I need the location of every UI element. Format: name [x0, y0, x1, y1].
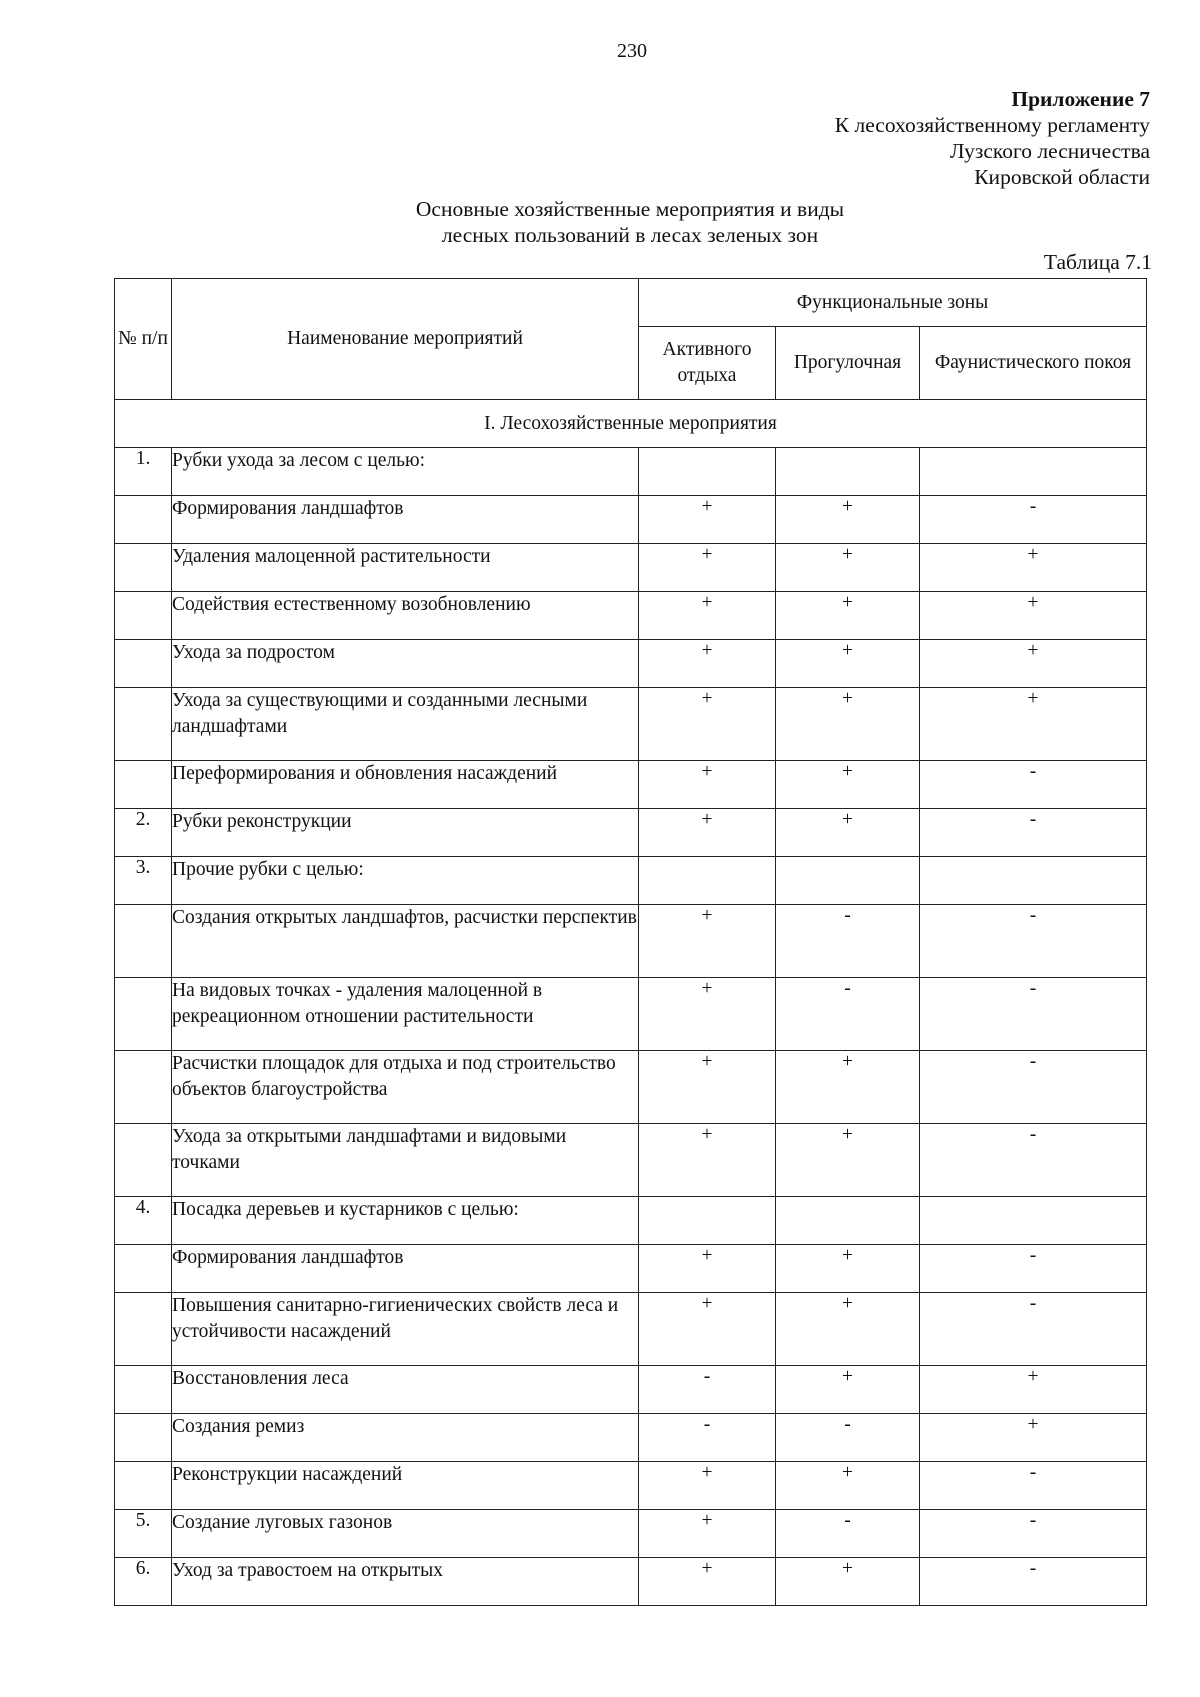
zone-fauna-cell [920, 448, 1147, 496]
zone-walking-cell: - [776, 905, 920, 978]
activity-name-cell: Рубки ухода за лесом с целью: [172, 448, 639, 496]
activity-name-cell: Формирования ландшафтов [172, 1245, 639, 1293]
activity-name-cell: Реконструкции насаждений [172, 1462, 639, 1510]
zone-fauna-cell: - [920, 761, 1147, 809]
zone-active-cell: + [639, 1124, 776, 1197]
zone-active-cell: + [639, 544, 776, 592]
zone-walking-cell: + [776, 1558, 920, 1606]
table-row [115, 857, 1147, 905]
activity-name-cell: Создания открытых ландшафтов, расчистки перспектив [172, 905, 639, 978]
zone-active-cell [639, 857, 776, 905]
zone-active-cell: + [639, 1293, 776, 1366]
zone-active-cell: - [639, 1414, 776, 1462]
zone-walking-cell: + [776, 761, 920, 809]
table-row [115, 1510, 1147, 1558]
zone-fauna-cell: - [920, 1124, 1147, 1197]
zone-walking-cell: + [776, 688, 920, 761]
appendix-title: Приложение 7 [1011, 87, 1150, 111]
document-title-line-1: Основные хозяйственные мероприятия и виды [415, 197, 845, 221]
zone-fauna-cell: - [920, 496, 1147, 544]
zone-walking-cell: + [776, 1293, 920, 1366]
zone-walking-cell [776, 1197, 920, 1245]
row-number-cell [115, 1414, 172, 1462]
table-row [115, 1462, 1147, 1510]
activity-name-cell: Содействия естественному возобновлению [172, 592, 639, 640]
zone-active-cell: + [639, 1051, 776, 1124]
zone-active-cell: + [639, 688, 776, 761]
activity-name-cell: Повышения санитарно-гигиенических свойств леса и устойчивости насаждений [172, 1293, 639, 1366]
zone-active-cell [639, 448, 776, 496]
zone-walking-cell: + [776, 1462, 920, 1510]
zone-walking-cell [776, 857, 920, 905]
zone-active-cell: + [639, 809, 776, 857]
row-number-cell [115, 640, 172, 688]
appendix-line-3: Кировской области [974, 165, 1150, 189]
zone-fauna-cell: + [920, 640, 1147, 688]
zone-active-cell: + [639, 1245, 776, 1293]
row-number-cell [115, 688, 172, 761]
zone-active-cell [639, 1197, 776, 1245]
activity-name-cell: Расчистки площадок для отдыха и под строительство объектов благоустройства [172, 1051, 639, 1124]
header-zone-walking: Прогулочная [776, 327, 920, 400]
zone-fauna-cell [920, 857, 1147, 905]
document-title-line-2: лесных пользований в лесах зеленых зон [441, 223, 819, 247]
zone-walking-cell: + [776, 544, 920, 592]
zone-active-cell: + [639, 761, 776, 809]
zone-walking-cell: + [776, 809, 920, 857]
appendix-block [835, 86, 1150, 190]
row-number-cell [115, 761, 172, 809]
activity-name-cell: Восстановления леса [172, 1366, 639, 1414]
zone-active-cell: + [639, 1510, 776, 1558]
activity-name-cell: Формирования ландшафтов [172, 496, 639, 544]
row-number-cell: 1. [115, 448, 172, 496]
header-num: № п/п [115, 279, 172, 400]
zone-active-cell: + [639, 978, 776, 1051]
row-number-cell [115, 978, 172, 1051]
table-row [115, 1245, 1147, 1293]
table-row [115, 496, 1147, 544]
table-row [115, 978, 1147, 1051]
row-number-cell [115, 1245, 172, 1293]
table-row [115, 1124, 1147, 1197]
table-row [115, 640, 1147, 688]
table-row [115, 1051, 1147, 1124]
table-row [115, 592, 1147, 640]
row-number-cell: 4. [115, 1197, 172, 1245]
activity-name-cell: На видовых точках - удаления малоценной в рекреационном отношении растительности [172, 978, 639, 1051]
zone-active-cell: + [639, 496, 776, 544]
zone-fauna-cell: + [920, 544, 1147, 592]
activity-name-cell: Ухода за существующими и созданными лесными ландшафтами [172, 688, 639, 761]
table-row [115, 688, 1147, 761]
activity-name-cell: Рубки реконструкции [172, 809, 639, 857]
table-row [115, 809, 1147, 857]
zone-active-cell: + [639, 592, 776, 640]
activity-name-cell: Создание луговых газонов [172, 1510, 639, 1558]
zone-walking-cell: + [776, 496, 920, 544]
row-number-cell [115, 496, 172, 544]
zone-active-cell: + [639, 1558, 776, 1606]
row-number-cell [115, 905, 172, 978]
zone-walking-cell: + [776, 592, 920, 640]
zone-fauna-cell [920, 1197, 1147, 1245]
zone-walking-cell [776, 448, 920, 496]
section-heading: I. Лесохозяйственные мероприятия [115, 400, 1147, 448]
zone-walking-cell: + [776, 1124, 920, 1197]
zone-fauna-cell: - [920, 809, 1147, 857]
header-zone-active: Активного отдыха [639, 327, 776, 400]
activity-name-cell: Посадка деревьев и кустарников с целью: [172, 1197, 639, 1245]
activity-name-cell: Уход за травостоем на открытых [172, 1558, 639, 1606]
row-number-cell: 6. [115, 1558, 172, 1606]
table-row [115, 1366, 1147, 1414]
activity-name-cell: Ухода за подростом [172, 640, 639, 688]
zone-fauna-cell: - [920, 1558, 1147, 1606]
zone-fauna-cell: + [920, 1366, 1147, 1414]
appendix-line-1: К лесохозяйственному регламенту [834, 113, 1150, 137]
zone-walking-cell: - [776, 1414, 920, 1462]
activity-name-cell: Создания ремиз [172, 1414, 639, 1462]
zone-active-cell: + [639, 640, 776, 688]
row-number-cell [115, 592, 172, 640]
row-number-cell [115, 544, 172, 592]
document-title [370, 196, 890, 248]
activity-name-cell: Переформирования и обновления насаждений [172, 761, 639, 809]
row-number-cell: 3. [115, 857, 172, 905]
zone-walking-cell: + [776, 640, 920, 688]
zone-walking-cell: + [776, 1245, 920, 1293]
zone-active-cell: + [639, 1462, 776, 1510]
zone-fauna-cell: + [920, 688, 1147, 761]
table-row [115, 905, 1147, 978]
table-row [115, 1197, 1147, 1245]
zone-walking-cell: - [776, 1510, 920, 1558]
zone-walking-cell: + [776, 1051, 920, 1124]
zone-fauna-cell: + [920, 1414, 1147, 1462]
zone-active-cell: + [639, 905, 776, 978]
zone-walking-cell: + [776, 1366, 920, 1414]
zone-fauna-cell: - [920, 1462, 1147, 1510]
row-number-cell [115, 1462, 172, 1510]
table-row [115, 1414, 1147, 1462]
activity-name-cell: Ухода за открытыми ландшафтами и видовыми точками [172, 1124, 639, 1197]
appendix-line-2: Лузского лесничества [950, 139, 1150, 163]
row-number-cell: 5. [115, 1510, 172, 1558]
table-row [115, 544, 1147, 592]
page-number: 230 [617, 40, 647, 62]
activity-name-cell: Прочие рубки с целью: [172, 857, 639, 905]
table-row [115, 1293, 1147, 1366]
table-row [115, 761, 1147, 809]
zone-fauna-cell: - [920, 1245, 1147, 1293]
zone-fauna-cell: - [920, 978, 1147, 1051]
row-number-cell [115, 1051, 172, 1124]
zone-active-cell: - [639, 1366, 776, 1414]
table-row [115, 1558, 1147, 1606]
zone-walking-cell: - [776, 978, 920, 1051]
zone-fauna-cell: - [920, 1051, 1147, 1124]
header-name: Наименование мероприятий [172, 279, 639, 400]
table-label: Таблица 7.1 [1043, 250, 1152, 274]
zone-fauna-cell: - [920, 1293, 1147, 1366]
zone-fauna-cell: + [920, 592, 1147, 640]
row-number-cell: 2. [115, 809, 172, 857]
row-number-cell [115, 1366, 172, 1414]
header-functional-zones: Функциональные зоны [639, 279, 1147, 327]
zone-fauna-cell: - [920, 905, 1147, 978]
row-number-cell [115, 1124, 172, 1197]
activity-name-cell: Удаления малоценной растительности [172, 544, 639, 592]
table-row [115, 448, 1147, 496]
activities-table [114, 278, 1147, 1606]
header-zone-fauna: Фаунистического покоя [920, 327, 1147, 400]
table-body [115, 400, 1147, 1606]
zone-fauna-cell: - [920, 1510, 1147, 1558]
row-number-cell [115, 1293, 172, 1366]
